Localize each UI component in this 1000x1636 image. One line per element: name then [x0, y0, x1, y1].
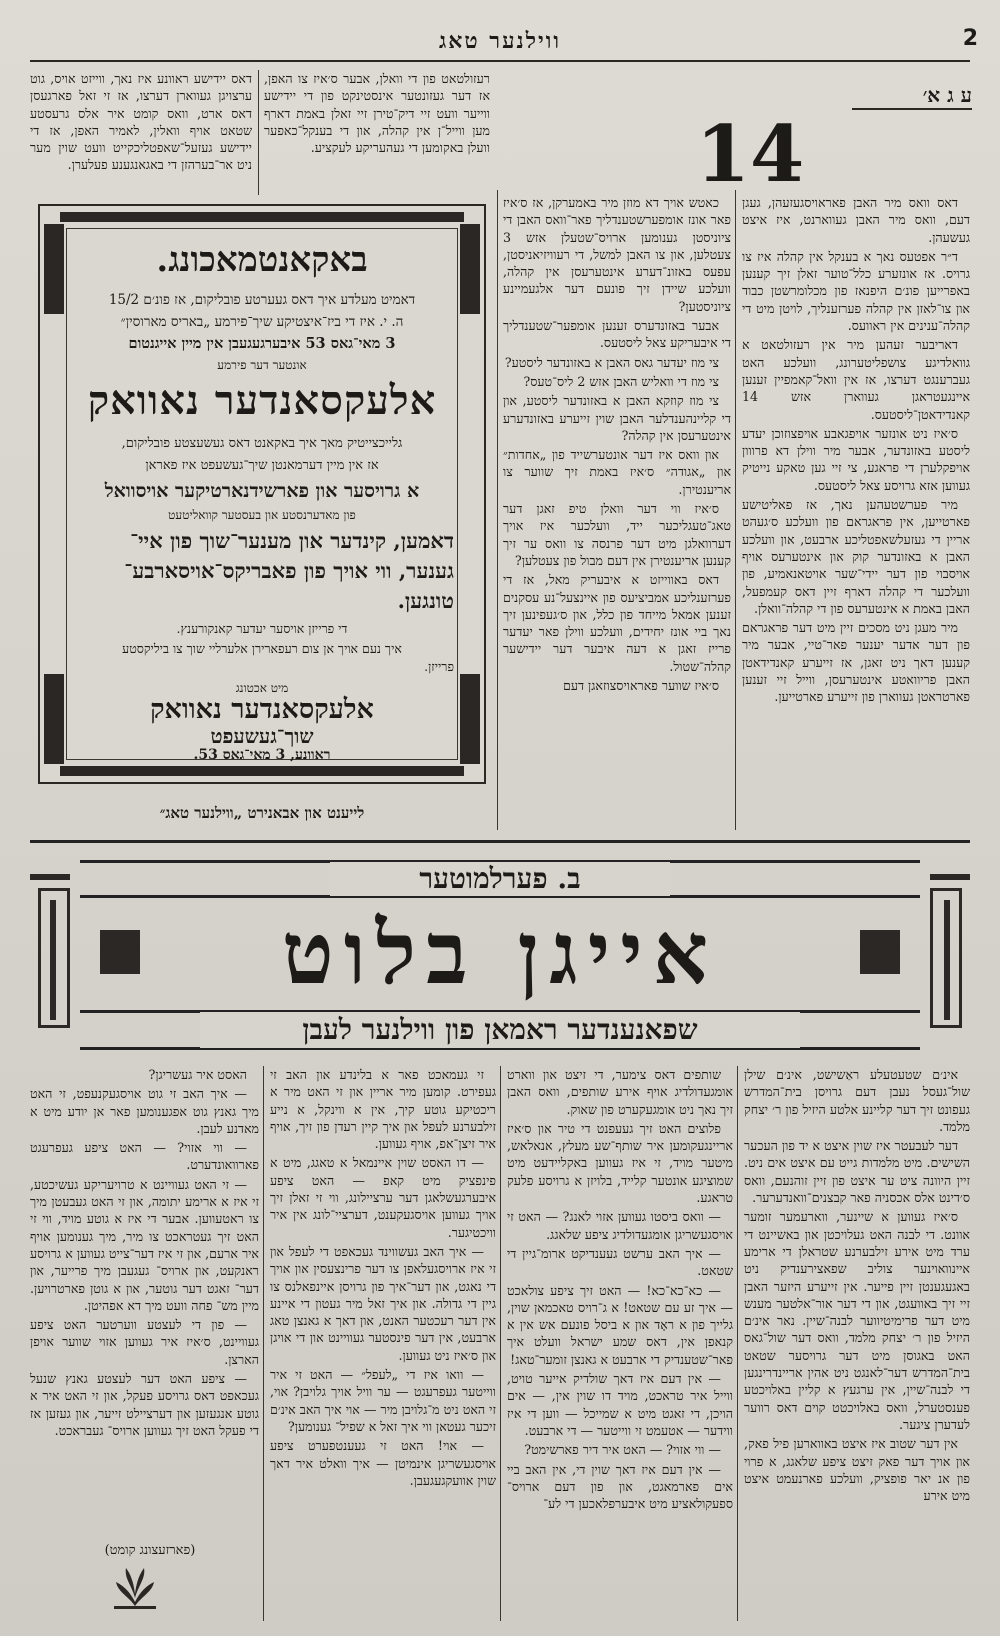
novel-paragraph: שותפים דאס צימער, די זיצט און ווארט אומגעדולדיג אויף אירע שותפים, וואס האבן זיך נאך ניט אומגעקערט פון שאוק.	[507, 1067, 733, 1117]
novel-paragraph: אין דער שטוב איז איצט באווארען פיל פאק, און אויך דער פאק זיצט ציפע שלאגג, א פרוי פון אנ יאר פופציק, וועלכע פארנעמט איצט מיט אירע	[744, 1436, 970, 1504]
article-column-1	[742, 194, 970, 830]
advert-line: 3 מאי־גאס 53 איבערגעגעבן אין מיין אייגנטום	[128, 335, 396, 352]
novel-paragraph: — איך האב ערשט געענדיקט ארומ־גיין די שטאט.	[507, 1245, 733, 1279]
banner-deco-right-stem	[944, 900, 950, 1020]
advert-signature-address: ראוונע, 3 מאי־גאס 53.	[193, 747, 331, 763]
novel-col-divider-1	[737, 1066, 738, 1621]
article-paragraph: און וואס איז דער אונטערשייד פון „אחדות״ און „אגודה״ ס׳איז באמת זיך שווער צו אריענטירן.	[503, 447, 731, 497]
article-column-3-intro: רעזולטאט פון די וואלן, אבער ס׳איז צו האפן, אז דער געזונטער אינסטינקט פון די יידישע ווייער וועט זיי דיק־טירן זיי זאלן באמת דארף מען ווייל־ן אין קהלה, און די בענקל־כאפער וועלן באקומען די געהעריקע לעקציע.	[264, 71, 490, 156]
advert-line: דאמען, קינדער און מענער־שוך פון איי־	[130, 528, 454, 553]
ornament-icon	[110, 1562, 160, 1612]
advert-line: איך נעם אויך אן צום רעפארירן אלערליי שוך צו ביליקסטע	[122, 641, 402, 656]
novel-paragraph: ס׳איז געווען א שיינער, ווארעמער זומער אוונט. די לבנה האט געלויכטן און באשיינט די ערד מיט אירע זילבערנע שטראלן די ארימע איינוואוינער צוליב שפאצירענדיק ניט באגעגענטן זיין פייער. אין זייערע היזער האבן זיי זיך באוועגט, און די דער אור־אלטער מענש מיט דער פרימיטיווער לבנה־שיין. נאר אינ׳ם היזיל פון ר׳ יצחק מלמד, וואס דער שול־גאס האט באגוסן מיט דער גרויסער שטאט בית־המדרש דער־לאנגט ניט אהין אריינדרינגען די לבנה־שיין, אין ערגעץ א קליין באלויכטע פענסטערל, וואס באלויכטט קוים דאס רווער לעדערן ציגער.	[744, 1209, 970, 1432]
novel-paragraph: האסט איר געשריגן?	[148, 1067, 247, 1082]
advert-bar-left-top	[44, 224, 64, 314]
advert-bar-left-bottom	[44, 674, 64, 764]
banner-title: אייגן בלוט	[281, 906, 719, 1002]
article-paragraph: צי מוז יעדער גאס האבן א באזונדער ליסטע?	[504, 354, 719, 370]
page-number: 2	[962, 26, 978, 51]
novel-paragraph: — ווי אזוי? — האט איר דיר פארשימט?	[524, 1442, 721, 1458]
advert-line: אונטער דער פירמע	[217, 358, 307, 372]
article-paragraph: מיר מעגן ניט מסכים זיין מיט דער פראגראם פון דער אדער יענער פאר־טיי, אבער מיר קענען דאך ניט זאגן, אז זייערע קאנדידאטן האבן פריוואטע אינטערעסן, ווייל זיי זענען פארטראטן געווארן פון זייערע פארטייען.	[742, 620, 970, 705]
novel-paragraph: — איך האב געשווינד געכאפט די לעפל און זי איז ארויסגעלאפן צו דער פרינצעסין און אויך די נאגט, און דער־איך פון גרויסן איינפאלנס צו גיין די גדולה. און איך זאל מיר געטון די איינע אין דער רעכטער האנט, און דאך א גאנצן טאג ארבעט, אין דער פינסטער געוויינט און די אויגן און ס׳איז ניט געווען.	[270, 1243, 496, 1363]
novel-paragraph: — כא־כא־כא! — האט זיך ציפע צולאכט — איך זע עם שטאט! א ג־רויס טאכמאן שוין, גלייך פון א ראָד און א ביסל פונעם אש אין א קנאפן אין, דאס שמע ישראל וועלט איך פאר־שטענדיק די ארבעט א גאנצן זומער־טאג!	[507, 1282, 733, 1367]
masthead-title: ווילנער טאג	[438, 28, 562, 54]
banner-top-rule	[30, 840, 970, 843]
advert-signature-name: אלעקסאנדער נאוואק	[150, 694, 374, 725]
banner-deco-right-square	[860, 930, 900, 974]
novel-paragraph: דער לעבעטר איז שוין איצט א יד פון העכער השישים. מיט מלמדות גייט עם איצט אים ניט. זיין היוונה ציט ער איצט פון זיין זוהנעם, וואס ס׳דינט אלס אכסניה פאר קבצנים־וואנדערער.	[744, 1138, 970, 1206]
novel-paragraph: אינ׳ם שטעטעלע ראַשישט, אינ׳ם שילן שול־געסל נעבן דעם גרויסן בית־המדרש געפונט זיך דער קליינע אלטע היזיל פון ר׳ יצחק מלמד.	[744, 1067, 970, 1134]
advert-merchant-name: אלעקסאנדער נאוואק	[87, 377, 437, 424]
article-paragraph: ס׳איז ניט אונזער אויפגאבע אויפצוזוכן יעדע ליסטע באזונדער, אבער מיר ווילן דא פרווון אויפקלערן די פראגע, צי זיי גען טאקע נייטיק געווען אזא גרויסע צאל ליסטעס.	[742, 425, 970, 493]
advert-bar-right-bottom	[460, 674, 480, 764]
advert-title: באקאנטמאכונג.	[156, 240, 368, 280]
advert-line: גלייכצייטיק מאך איך באקאנט דאס געשעצטע פובליקום,	[121, 436, 403, 451]
banner-author: ב. פערלמוטער	[330, 862, 670, 896]
advert-line: אז אין מיין דערמאנטן שיך־געשעפט איז פאראן	[145, 458, 379, 473]
article-paragraph: דאס וואס מיר האבן פאראויסגעזעהן, געגן דעם, וואס מיר האבן געווארנט, איז איצט געשעהן.	[742, 195, 970, 245]
header-rule	[30, 60, 970, 62]
advert-line: טונגען.	[397, 588, 454, 613]
article-paragraph: ד״ר אפטעס נאך א בענקל אין קהלה איז צו גרויס. אז אונזערע כלל־טוער זאלן זיך קענען באפרייען פונ׳ם היפנאז פון מכלומרשטן כבוד און צו־לאזן אין קהלה פערזענליך, לויטן מיט די קהלה־ענינים אין ראוועס.	[742, 248, 970, 334]
continued-note: (פארזעצונג קומט)	[104, 1543, 196, 1558]
advert-line: א גרויסער און פארשידנארטיקער אויסוואל	[104, 480, 420, 502]
novel-paragraph: — אין דעם איז דאך שולדיק אייער טויט, ווייל איר טראכט, מויד דו שוין אין, — אים הויכן, די זאגט מיט א שמייכל — ווען די איז ווידער — אטעמט זי ווייטער — די ארבעט.	[507, 1371, 733, 1438]
novel-paragraph: — אוי! האט זי געענטפערט ציפע אויסגעשריגן אינמיטן — איך וואלט איר דאך שוין אוועקגעגעבן.	[270, 1438, 496, 1488]
advert-caption: לייענט און אבאנירט „ווילנער טאג״	[159, 804, 365, 822]
novel-paragraph: — ציפע האט דער לעצטע גאנץ שנעל געכאפט דאס גרויסע פעקל, און זי האט איר א גוטע אנגעזען און דערציילט זייער, און געזען אז די פעקל האט זיך געווען ארויס־ געבראכט.	[30, 1371, 259, 1438]
banner-subtitle: שפאנענדער ראמאן פון ווילנער לעבן	[200, 1012, 800, 1048]
article-paragraph: ס׳איז שווער פאראויסצוזאגן דעם	[562, 678, 719, 694]
novel-paragraph: זי געמאכט פאר א בלינדע און האב זי געפירט. קומען מיר אריין און זי האט מיר א ריכטיקע גוטע קיך, אין א ווינקל, א נייע זילבערנע לעפל און איך קיין רעדן פון זיך, אויף איר זיצן־אפ, אויף געווען.	[270, 1067, 496, 1152]
advert-line: מיט אכטונג	[235, 681, 289, 695]
advert-bar-top	[60, 212, 464, 222]
novel-column-3	[270, 1066, 496, 1626]
advert-line: דאמיט מעלדע איך דאס געערטע פובליקום, אז פונ׳ם 15/2	[108, 292, 416, 308]
feature-kicker: ע ג א׳	[852, 82, 972, 110]
article-column-4-intro: דאס יידישע ראוונע איז נאך, ווייזט אויס, גוט ערצויגן געווארן דערצו, אז זי זאל פארגעסן דאס ארט, וואס קומט איר אלס גרעסטע שטאט אויף וואלין, לאמיר האפן, אז די יידישע געזעל־שאפטליכקייט וועט שוין מער ניט אר־בערהזן די באגאנגענע פעלערן.	[30, 71, 252, 173]
top-col-divider-1	[735, 190, 736, 830]
article-paragraph: ס׳איז ווי דער וואלן טיפ זאגן דער טאג־טעגליכער ייד, וועלכער איז אויך דערוואלגן מיט דער פרנסה צו וואס ער זיך קענען אריענטירן אין דעם מבול פון צעטלען?	[503, 501, 731, 568]
article-paragraph: כאטש אויך דא מוזן מיר באמערקן, אז ס׳איז פאר אונז אומפערשטענדליך פאר־וואס האבן די ציוניסטן גענומען ארויס־שטעלן אזש 3 צעטלען, און צו האבן למשל, די רעוויזיאניסטן, עפעס באזונ־דערע אינטערעסן אין קהלה, וועלכע שיידן זיך פונעם דער אלגעמיינע ציוניסטען?	[503, 195, 731, 314]
banner-deco-right-bar	[930, 874, 970, 880]
novel-paragraph: — ווי אזוי? — האט ציפע געפרעגט פארוואונדערט.	[30, 1140, 259, 1173]
article-paragraph: דאס באווייזט א איבעריק מאל, אז די פערזענליכע אמביציעס פון איינצעל־נע עסקנים זענען אמאל מייחד פון כלל, און ס׳געפינען זיך נאך ביי אונז יחידים, וועלכע ווילן פאר יעדער פרייז זאגן א דעה איבער דער יידישער קהלה־שטול.	[503, 572, 731, 674]
article-paragraph: צי מוז קוזקא האבן א באזונדער ליסטע, און די קליינהענדלער האבן שוין זייערע באזונדערע אינטערעסן אין קהלה?	[503, 393, 731, 443]
novel-paragraph: — זי האט געוויינט א טרויעריקע געשיכטע, זי איז א ארימע יתומה, און זי האט געבעטן מיך צו ראטעווען. אבער די איז א גוטע מויד, ווי זי האט זיך געטראכט צו מיר, מיך גענומען אויף איר ארעם, און זי איז דער־צייט געווען א גרויסע ראנקעט, און ארויס־ געגעבן מיך פרייער, און דער־ זאגט דער גוטער, און א גוטן פארטרויען. מיין מש־ פחה וועט מיך דא אפהיטן.	[30, 1176, 259, 1313]
banner-deco-left-stem	[50, 900, 56, 1020]
feature-headline: 14	[695, 109, 805, 200]
article-paragraph: מיר פערשטעהען נאך, אז פאליטישע פארטייען, אין פראגראם פון וועלכע ס׳געהט אריין די געזעלשאפטליכע ארבעט, און וועלכע האבן א באזונדער קוק און אינטערעס אויף אויסבוי פון דער יידי־שער אויטאנאמיע, פון וועלכער די קהלה דארף זיין דאס קעמפעל, האבן באמת א אינטערעס פון די קהלה־וואלן.	[742, 497, 970, 616]
advert-bar-bottom	[60, 766, 464, 776]
top-col-divider-2	[497, 190, 498, 830]
novel-column-2	[507, 1066, 733, 1626]
novel-col-divider-2	[500, 1066, 501, 1621]
article-paragraph: אבער באזונדערס זענען אומפער־שטענדליך די איבעריקע צאל ליסטעס.	[503, 318, 731, 351]
novel-paragraph: — איך האב זי גוט אויסגעקנעפט, זי האט מיך גאנץ גוט אפגענומען פאר אן יודע מיט א מאדנע לעבן.	[30, 1086, 259, 1136]
advert-line: ה. י. איז די ביז־איצטיקע שיך־פירמע „באריס מארוסין״	[120, 314, 404, 330]
advert-line: די פרייזן אויסער יעדער קאנקורענץ.	[176, 621, 348, 636]
novel-paragraph: — וואס ביסטו געווען אזוי לאנג? — האט זי אויסגעשריגן אומגעדולדיג ציפע שלאגג.	[507, 1209, 733, 1242]
novel-paragraph: — וואו איז די „לעפל״ — האט זי איר ווייטער געפרעגט — ער וויל אויך גלויבן? אוי, זי האט ניט מ־גלויבן מיר — אוי איך האב אינ׳ם זיכער געטאן ווי איך זאל א שפיל־ גענומען?	[270, 1367, 496, 1434]
advert-signature-shop: שוך־געשעפט	[210, 724, 314, 748]
novel-paragraph: — פון די לעצטע ווערטער האט ציפע געוויינט, ס׳איז איר געווען אזוי שווער אויפן הארצן.	[30, 1317, 259, 1367]
article-column-2	[503, 194, 731, 830]
novel-paragraph: — דו האסט שוין איינמאל א טאגג, מיט א פינפציק מיט קאפ — האט ציפע איבערגעשלאגן דער ערציילונג, ווי זי זאלן זיך אויך געווען אויסגעקענט, דערציי־לונג אין איר וויכטיגער.	[270, 1155, 496, 1240]
intro-col-divider	[258, 70, 259, 195]
novel-paragraph: — אין דעם איז דאך שוין די, אין האב ביי אים פארמאגט, און פון דעם ארויס־ ספעקולאציע מיט איבערפלאכען די לע־	[507, 1461, 733, 1512]
article-paragraph: דאריבער זעהען מיר אין רעזולטאט א גוואלדיגע צושפליטערונג, וועלכע האט געברענגט דערצו, אז אין וואל־קאמפיין זענען איינגעטראגן געווארן אזש 14 קאנדידאטן־ליסטעס.	[742, 337, 970, 422]
novel-col-divider-3	[263, 1066, 264, 1621]
advert-line: פרייזן.	[424, 659, 454, 674]
advert-line: גענער, ווי אויך פון פאבריקס־אויסארבע־	[124, 558, 454, 583]
novel-column-4	[30, 1066, 259, 1536]
novel-column-1	[744, 1066, 970, 1626]
novel-paragraph: פלוצים האט זיך געעפנט די טיר און ס׳איז אריינגעקומען איר שותף־שע מעלץ, אנאלאש, מיטער מויד, זי איז געווען באקליידעט מיט שמוציגע אונטער קלייד, בלויזן א גרויסע פלעק טראגע.	[507, 1120, 733, 1206]
article-paragraph: צי מוז די וואליש האבן אזש 2 ליס־טעס?	[523, 373, 719, 389]
banner-deco-left-square	[100, 930, 140, 974]
banner-deco-left-bar	[30, 874, 70, 880]
advert-line: פון מאדערנסטע און בעסטער קוואליטעט	[168, 508, 356, 522]
banner	[30, 860, 970, 1050]
advert-bar-right-top	[460, 224, 480, 314]
